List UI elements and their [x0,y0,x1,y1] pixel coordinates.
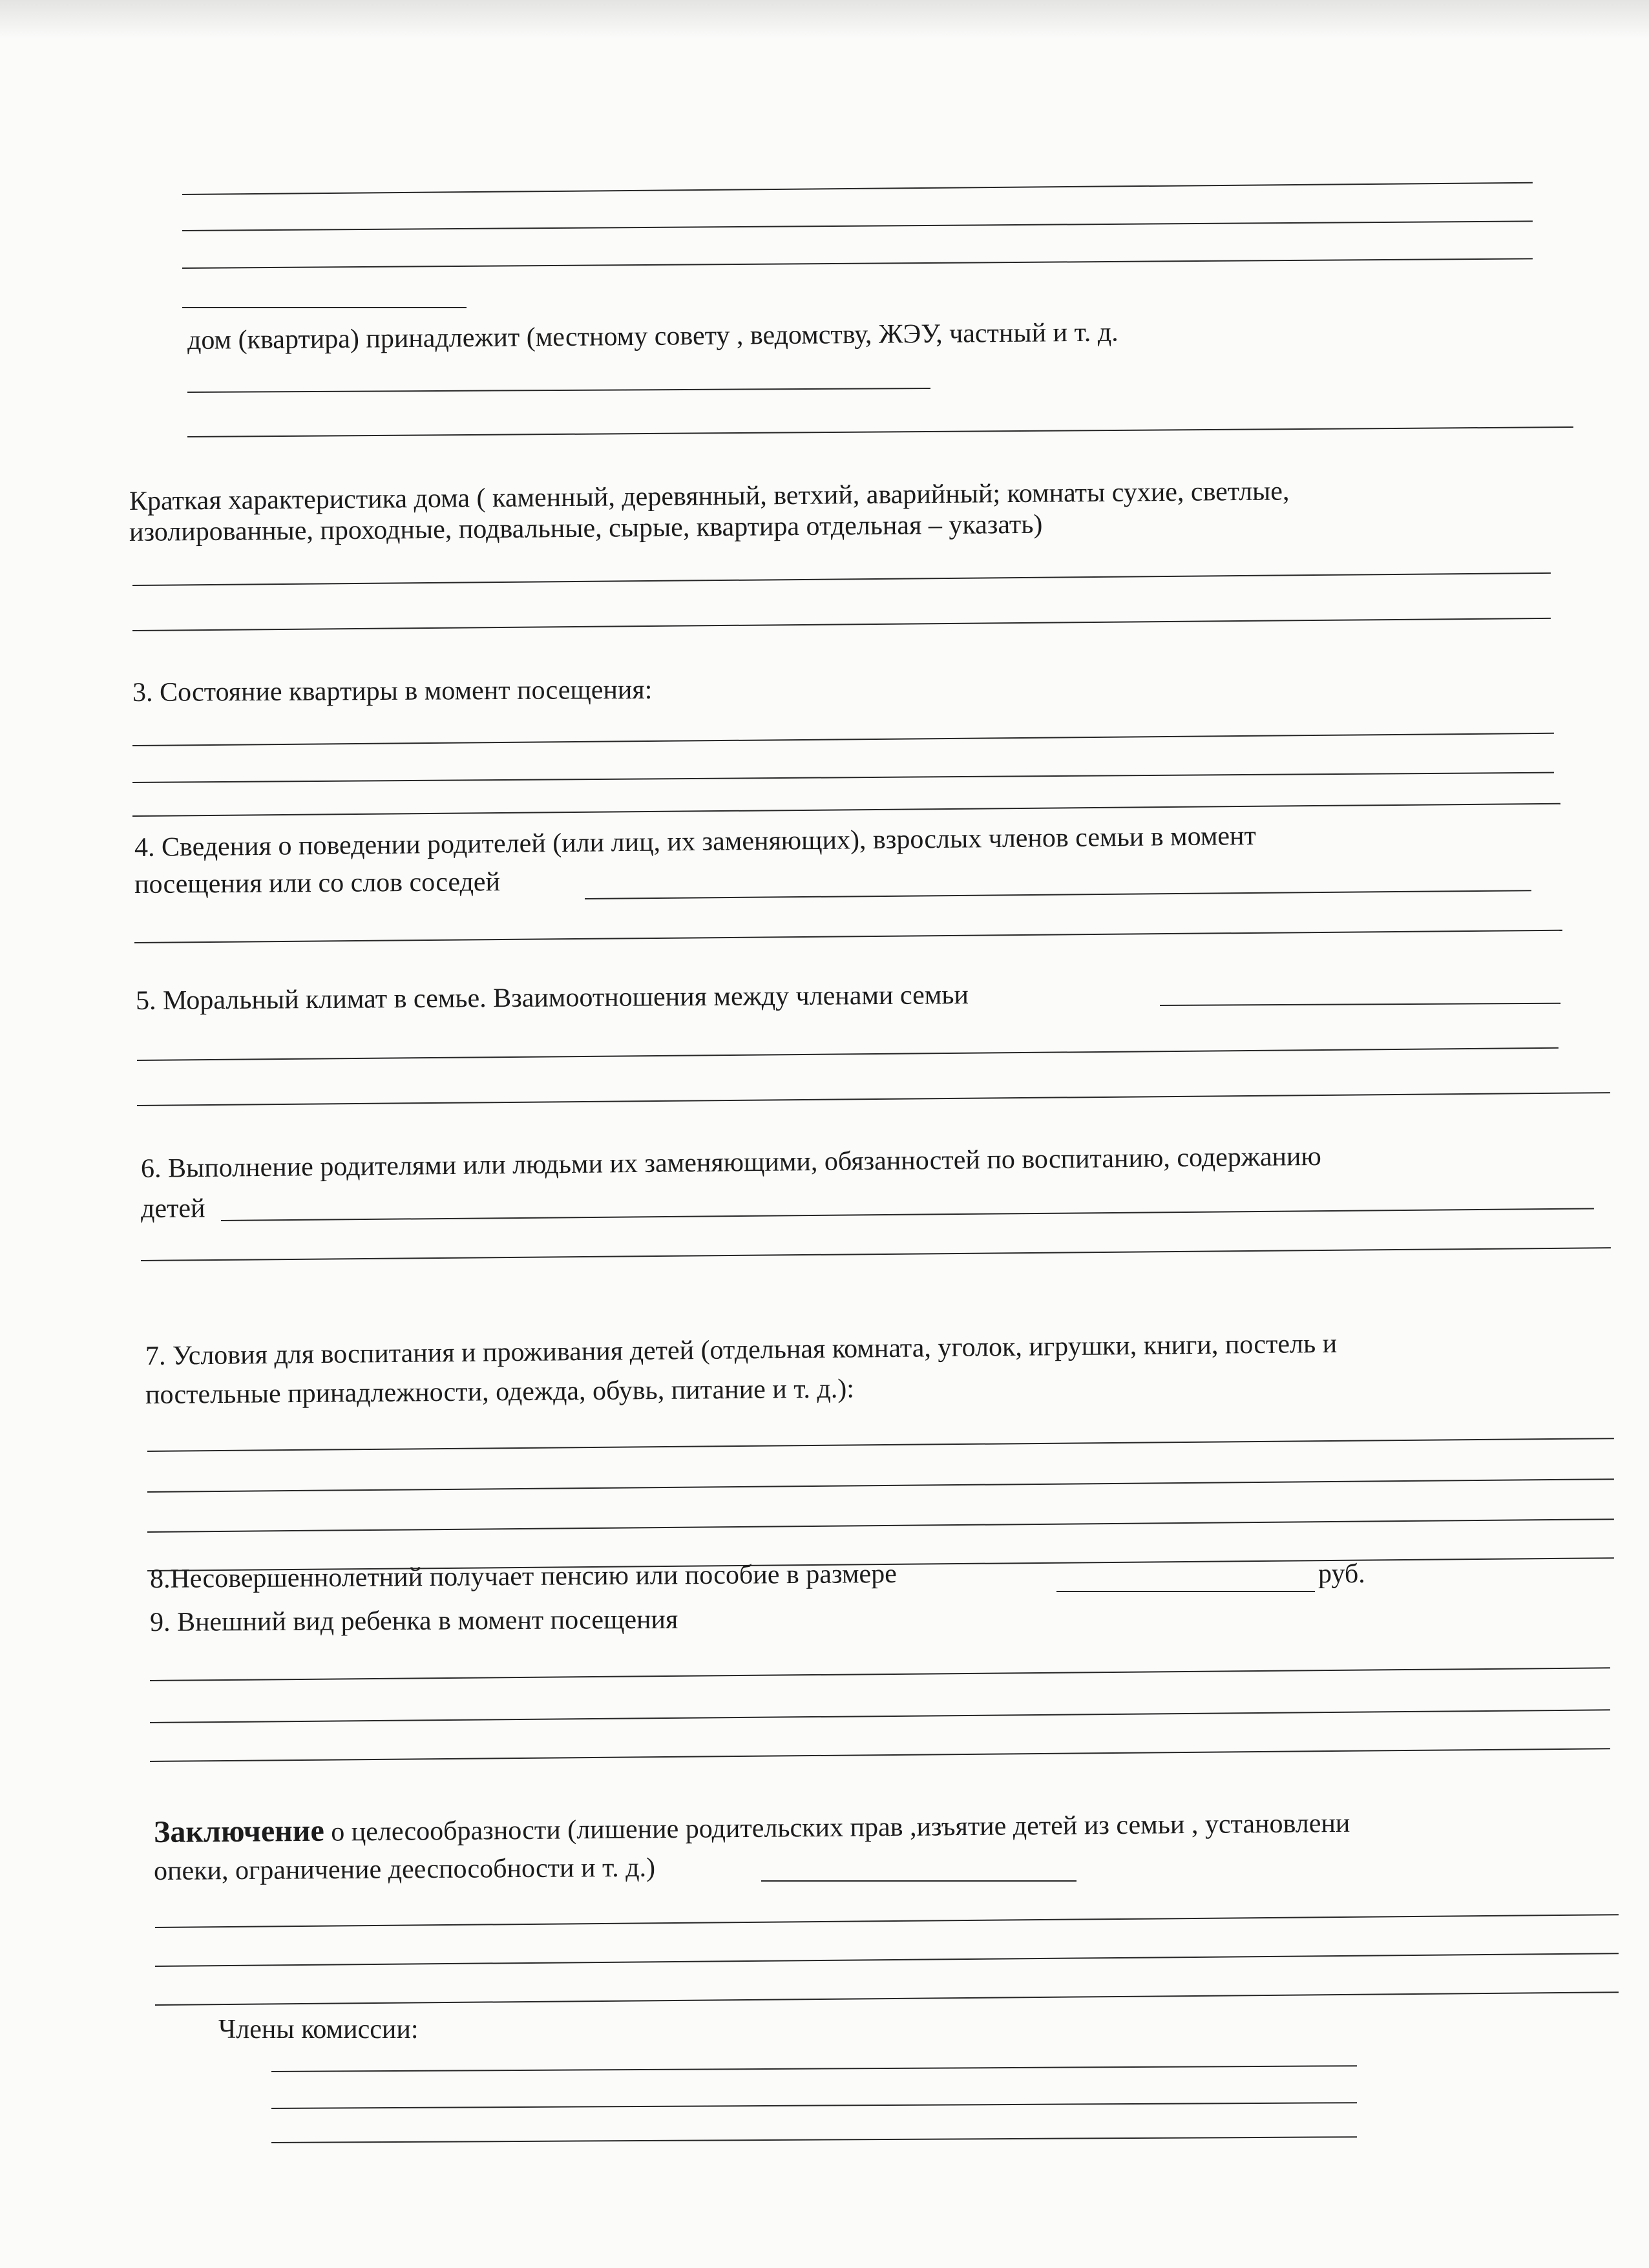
blank-line[interactable] [187,426,1573,437]
question-5-label: 5. Моральный климат в семье. Взаимоотношения между членами семьи [135,980,969,1016]
conclusion-line1 [154,1807,1350,1849]
blank-line[interactable] [150,1667,1610,1681]
conclusion-field[interactable] [761,1880,1077,1882]
blank-line[interactable] [187,388,930,393]
blank-line[interactable] [155,1991,1619,2006]
question-9-label: 9. Внешний вид ребенка в момент посещения [149,1604,678,1637]
blank-line[interactable] [221,1208,1594,1221]
blank-line[interactable] [147,1518,1614,1533]
blank-line[interactable] [141,1247,1611,1261]
blank-line[interactable] [182,258,1533,269]
conclusion-line1-text: о целесообразности (лишение родительских прав ,изъятие детей из семьи , установлени [331,1808,1350,1847]
blank-line[interactable] [132,618,1551,631]
ownership-label: дом (квартира) принадлежит (местному совету , ведомству, ЖЭУ, частный и т. д. [187,317,1119,355]
blank-line[interactable] [155,1953,1619,1967]
blank-line[interactable] [132,572,1551,586]
scan-shadow [0,0,1649,39]
blank-line[interactable] [147,1438,1614,1452]
currency-unit: руб. [1318,1559,1365,1589]
blank-line[interactable] [137,1047,1559,1061]
conclusion-heading: Заключение [153,1813,324,1849]
blank-line[interactable] [132,803,1560,817]
blank-line[interactable] [134,930,1562,943]
blank-line[interactable] [182,182,1533,195]
question-6-line1: 6. Выполнение родителями или людьми их заменяющими, обязанностей по воспитанию, содержанию [140,1141,1322,1184]
house-desc-line1: Краткая характеристика дома ( каменный, деревянный, ветхий, аварийный; комнаты сухие, светлые, [129,476,1290,516]
blank-line[interactable] [132,772,1554,783]
blank-line[interactable] [585,890,1531,899]
commission-label: Члены комиссии: [218,2015,419,2044]
question-7-line1: 7. Условия для воспитания и проживания детей (отдельная комната, уголок, игрушки, книги, постель и [145,1328,1338,1371]
question-4-line1: 4. Сведения о поведении родителей (или лиц, их заменяющих), взрослых членов семьи в момент [134,821,1257,863]
pension-amount-field[interactable] [1056,1591,1315,1592]
commission-signature-line[interactable] [271,2065,1357,2072]
blank-line[interactable] [150,1748,1610,1762]
blank-line[interactable] [132,733,1554,746]
conclusion-line2: опеки, ограничение дееспособности и т. д.) [153,1853,656,1886]
question-4-line2: посещения или со слов соседей [134,867,501,899]
blank-line[interactable] [150,1709,1610,1723]
commission-signature-line[interactable] [271,2136,1357,2143]
blank-line[interactable] [182,220,1533,231]
question-6-line2: детей [140,1193,205,1224]
question-7-line2: постельные принадлежности, одежда, обувь, питание и т. д.): [145,1374,855,1410]
blank-line[interactable] [137,1092,1610,1106]
question-3-label: 3. Состояние квартиры в момент посещения: [132,675,653,708]
question-8-label: 8.Несовершеннолетний получает пенсию или пособие в размере [149,1559,897,1594]
commission-signature-line[interactable] [271,2102,1357,2109]
house-desc-line2: изолированные, проходные, подвальные, сырые, квартира отдельная – указать) [129,509,1043,547]
blank-line[interactable] [1160,1003,1560,1006]
blank-line[interactable] [155,1914,1619,1928]
blank-line[interactable] [147,1478,1614,1493]
blank-line[interactable] [182,307,467,308]
